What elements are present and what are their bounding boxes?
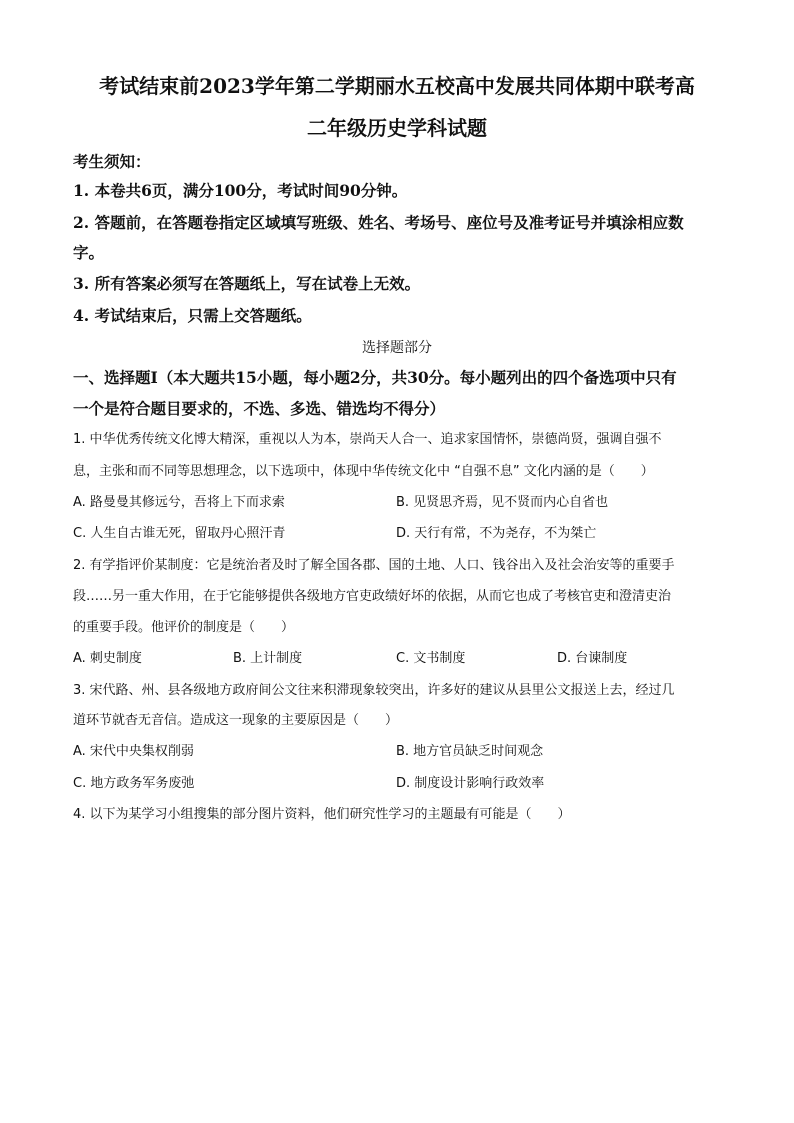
notice-heading: 考生须知：	[73, 152, 151, 171]
question-1-line-1: 1. 中华优秀传统文化博大精深，重视以人为本，崇尚天人合一、追求家国情怀，崇德尚贤，强调自强不	[73, 432, 662, 447]
question-4-line-1: 4. 以下为某学习小组搜集的部分图片资料，他们研究性学习的主题最有可能是（ ）	[73, 807, 571, 822]
question-3-option-d: D. 制度设计影响行政效率	[396, 776, 545, 791]
question-2-option-c: C. 文书制度	[396, 651, 466, 666]
question-2-line-2: 段……另一重大作用，在于它能够提供各级地方官吏政绩好坏的依据，从而它也成了考核官吏和澄清吏治	[73, 589, 672, 604]
question-2-option-a: A. 刺史制度	[73, 651, 142, 666]
notice-item-3: 3. 所有答案必须写在答题纸上，写在试卷上无效。	[73, 274, 421, 293]
exam-title-line1: 考试结束前2023学年第二学期丽水五校高中发展共同体期中联考高	[99, 74, 695, 98]
question-2-option-d: D. 台谏制度	[557, 651, 628, 666]
section-instructions-1: 一、选择题Ⅰ（本大题共15小题，每小题2分，共30分。每小题列出的四个备选项中只有	[73, 368, 677, 387]
question-2-line-1: 2. 有学指评价某制度：它是统治者及时了解全国各郡、国的土地、人口、钱谷出入及社会治安等的重要手	[73, 558, 675, 573]
question-1-line-2: 息，主张和而不同等思想理念，以下选项中，体现中华传统文化中 “自强不息” 文化内涵的是（ ）	[73, 464, 654, 479]
question-3-option-a: A. 宋代中央集权削弱	[73, 744, 194, 759]
question-1-option-b: B. 见贤思齐焉，见不贤而内心自省也	[396, 495, 609, 510]
question-3-line-2: 道环节就杳无音信。造成这一现象的主要原因是（ ）	[73, 713, 399, 728]
question-1-option-a: A. 路曼曼其修远兮，吾将上下而求索	[73, 495, 285, 510]
notice-item-2: 2. 答题前，在答题卷指定区域填写班级、姓名、考场号、座位号及准考证号并填涂相应数	[73, 213, 684, 232]
question-3-option-b: B. 地方官员缺乏时间观念	[396, 744, 544, 759]
question-1-option-c: C. 人生自古谁无死，留取丹心照汗青	[73, 526, 286, 541]
notice-item-4: 4. 考试结束后，只需上交答题纸。	[73, 306, 312, 325]
section-instructions-2: 一个是符合题目要求的，不选、多选、错选均不得分）	[73, 399, 446, 418]
exam-title-line2: 二年级历史学科试题	[307, 116, 487, 140]
notice-item-2-cont: 字。	[73, 243, 105, 262]
notice-item-1: 1. 本卷共6页，满分100分，考试时间90分钟。	[73, 181, 408, 200]
question-1-option-d: D. 天行有常，不为尧存，不为桀亡	[396, 526, 597, 541]
question-2-line-3: 的重要手段。他评价的制度是（ ）	[73, 620, 295, 635]
section-title: 选择题部分	[362, 340, 432, 356]
question-3-line-1: 3. 宋代路、州、县各级地方政府间公文往来积滞现象较突出，许多好的建议从县里公文报送上去，经过几	[73, 683, 675, 698]
question-2-option-b: B. 上计制度	[233, 651, 303, 666]
question-3-option-c: C. 地方政务军务废弛	[73, 776, 195, 791]
